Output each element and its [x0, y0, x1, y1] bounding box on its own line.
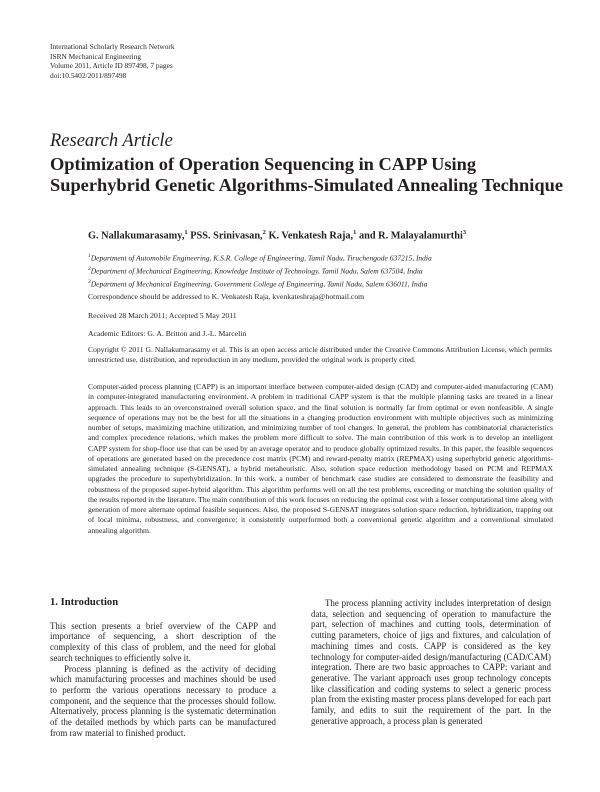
- journal-name: ISRN Mechanical Engineering: [50, 51, 142, 61]
- journal-info: [50, 42, 175, 80]
- author-name: G. Nallakumarasamy,: [88, 230, 185, 242]
- left-column: [50, 598, 276, 738]
- paragraph: Process planning is defined as the activity of deciding which manufacturing processes and machines should be used to perform the various operations necessary to produce a component, and the sequence that the processes should follow. Alternatively, process planning is the systematic determination of the detailed methods by which parts can be manufactured from raw material to finished product.: [50, 663, 276, 738]
- author-list: [88, 229, 466, 241]
- paragraph: The process planning activity includes interpretation of design data, selection and sequencing of operation to manufacture the part, selection of machines and cutting tools, determination of cutting parameters, choice of jigs and fixtures, and calculation of machining times and costs. CAPP is considered as the key technology for computer-aided design/manufacturing (CAD/CAM) integration. There are two basic approaches to CAPP: variant and generative. The variant approach uses group technology concepts like classification and coding systems to select a generic process plan from the existing master process plans developed for each part family, and edits to suit the requirement of the part. In the generative approach, a process plan is generated: [311, 598, 551, 726]
- author-name: K. Venkatesh Raja,: [268, 230, 354, 242]
- article-type: Research Article: [50, 131, 173, 151]
- abstract: Computer-aided process planning (CAPP) is an important interface between computer-aided design (CAD) and computer-aided manufacturing (CAM) in computer-integrated manufacturing environment. A problem in traditional CAPP system is that the multiple planning tasks are treated in a linear approach. This leads to an overconstrained overall solution space, and the final solution is normally far from optimal or even nonfeasible. A single sequence of operations may not be the best for all the situations in a changing production environment with multiple objectives such as minimizing number of setups, maximizing machine utilization, and minimizing number of tool changes. In general, the problem has combinatorial characteristics and complex precedence relations, which makes the problem more difficult to solve. The main contribution of this work is to develop an intelligent CAPP system for shop-floor use that can be used by an average operator and to produce globally optimized results. In this paper, the feasible sequences of operations are generated based on the precedence cost matrix (PCM) and reward-penalty matrix (REPMAX) using superhybrid genetic algorithms-simulated annealing technique (S-GENSAT), a hybrid metaheuristic. Also, solution space reduction methodology based on PCM and REPMAX upgrades the procedure to superhybridization. In this work, a number of benchmark case studies are considered to demonstrate the feasibility and robustness of the proposed super-hybrid algorithm. This algorithm performs well on all the test problems, exceeding or matching the solution quality of the results reported in the literature. The main contribution of this work focuses on reducing the optimal cost with a lesser computational time along with generation of more alternate optimal feasible sequences. Also, the proposed S-GENSAT integrates solution space reduction, hybridization, trapping out of local minima, robustness, and convergence; it consistently outperformed both a conventional genetic algorithm and a conventional simulated annealing algorithm.: [88, 382, 553, 535]
- academic-editors: Academic Editors: G. A. Britton and J.-L. Marcelin: [88, 329, 247, 338]
- received-accepted-dates: Received 28 March 2011; Accepted 5 May 2011: [88, 311, 237, 320]
- affiliations: [88, 251, 432, 290]
- right-column: [311, 598, 551, 726]
- author-name: and R. Malayalamurthi: [358, 230, 463, 242]
- author-affiliation-mark: 1: [353, 229, 357, 236]
- journal-doi: doi:10.5402/2011/897498: [50, 70, 127, 80]
- affiliation-item: $^3$Department of Mechanical Engineering, Government College of Engineering, Tamil Nadu, Salem 636011, India: [88, 279, 428, 289]
- affiliation-item: $^1$Department of Automobile Engineering, K.S.R. College of Engineering, Tamil Nadu, Tiruchengode 637215, India: [88, 253, 432, 263]
- affiliation-item: $^2$Department of Mechanical Engineering, Knowledge Institute of Technology, Tamil Nadu, Salem 637504, India: [88, 266, 423, 276]
- article-title: [50, 154, 570, 196]
- title-line-2: Superhybrid Genetic Algorithms-Simulated Annealing Technique: [50, 175, 563, 195]
- journal-network: International Scholarly Research Network: [50, 42, 175, 51]
- correspondence: Correspondence should be addressed to K. Venkatesh Raja, kvenkateshraja@hotmail.com: [88, 292, 365, 301]
- journal-volume: Volume 2011, Article ID 897498, 7 pages: [50, 61, 173, 70]
- author-affiliation-mark: 2: [262, 229, 266, 236]
- copyright-notice: Copyright © 2011 G. Nallakumarasamy et al. This is an open access article distributed under the Creative Commons Attribution License, which permits unrestricted use, distribution, and reproduction in any medium, provided the original work is properly cited.: [88, 345, 552, 365]
- section-heading: 1. Introduction: [50, 597, 119, 608]
- author-affiliation-mark: 1: [184, 229, 188, 236]
- paragraph: This section presents a brief overview of the CAPP and importance of sequencing, a short description of the complexity of this class of problem, and the need for global search techniques to efficiently solve it.: [50, 620, 276, 663]
- title-line-1: Optimization of Operation Sequencing in CAPP Using: [50, 154, 477, 174]
- author-affiliation-mark: 3: [462, 229, 467, 236]
- author-name: PSS. Srinivasan,: [190, 230, 263, 242]
